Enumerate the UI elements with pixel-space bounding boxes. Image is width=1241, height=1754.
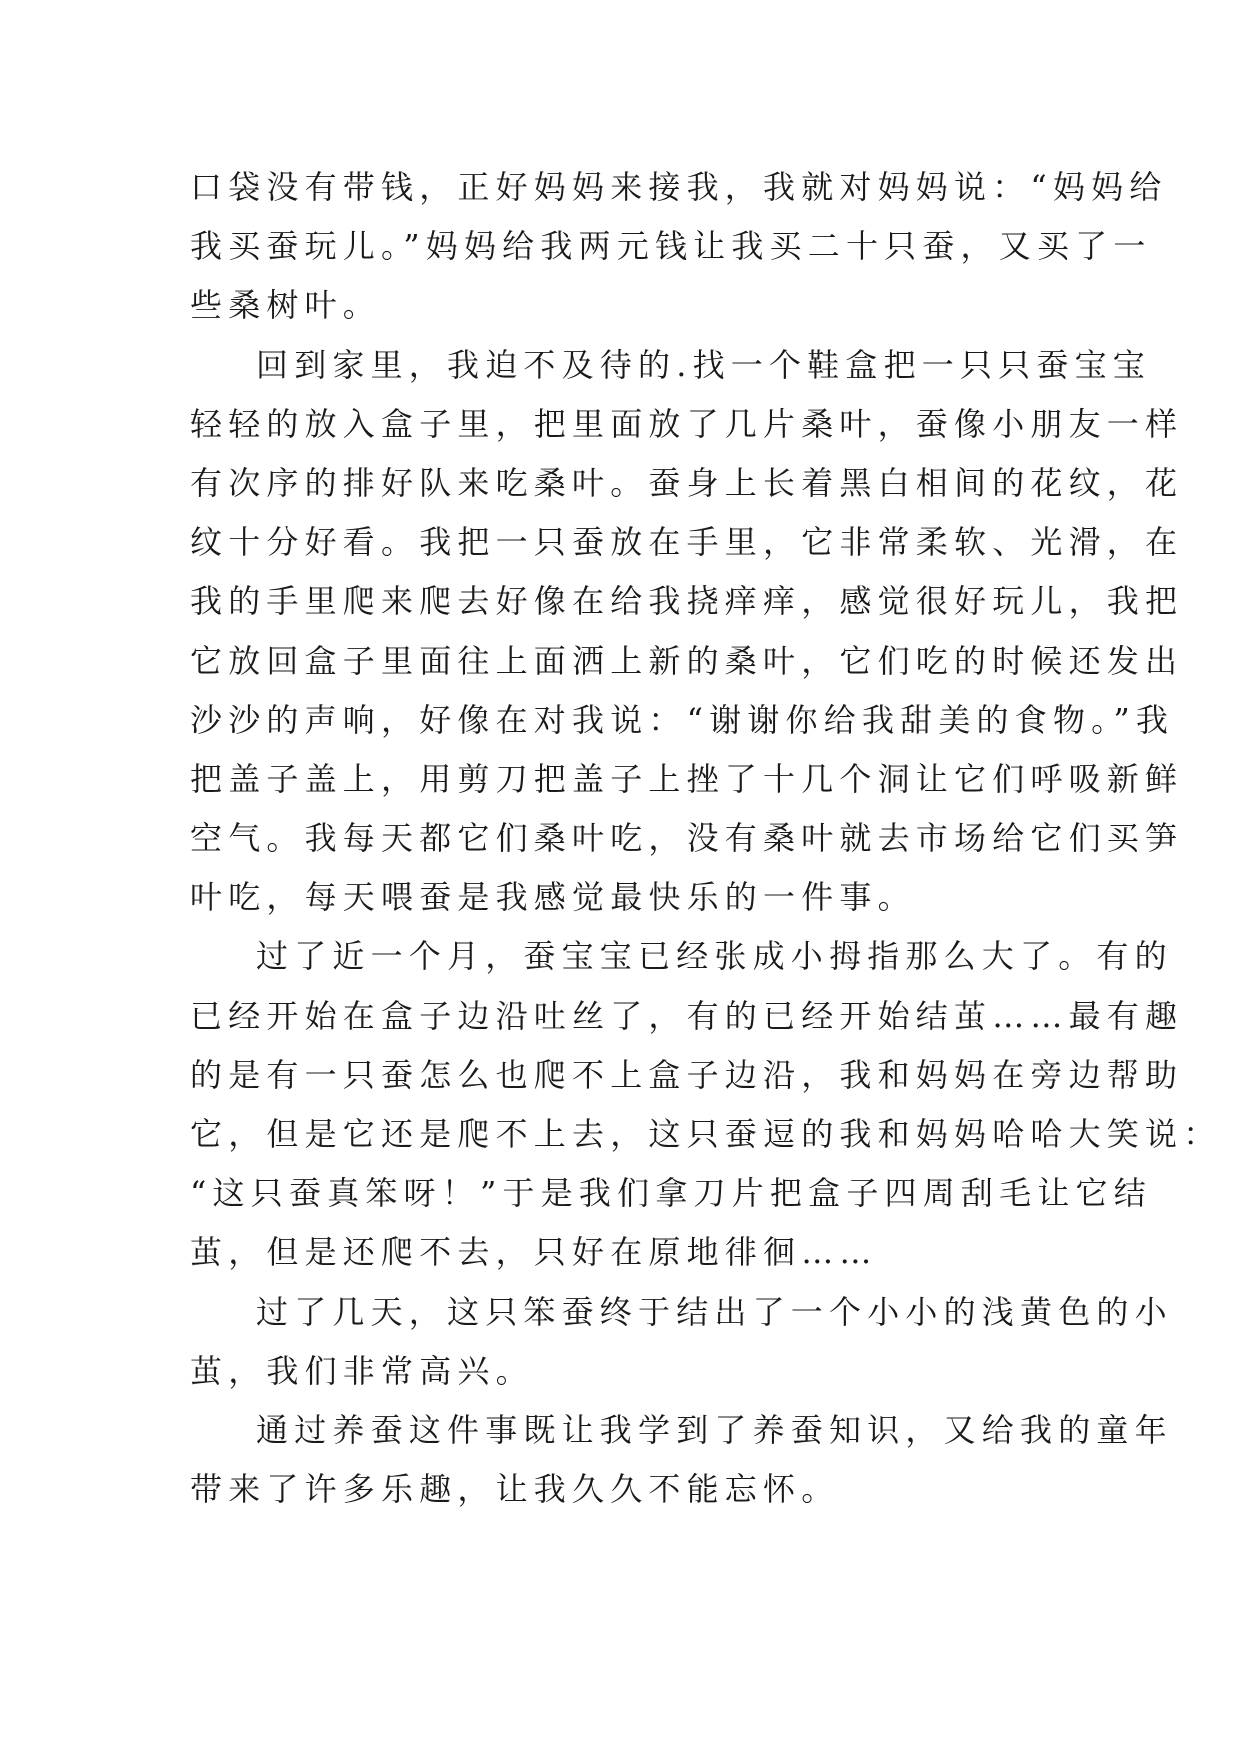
- text-line: 我买蚕玩儿。”妈妈给我两元钱让我买二十只蚕，又买了一: [190, 227, 1152, 266]
- text-line: 茧，我们非常高兴。: [190, 1351, 534, 1390]
- paragraph-start-line: 过了几天，这只笨蚕终于结出了一个小小的浅黄色的小: [256, 1292, 1173, 1331]
- text-line: 带来了许多乐趣，让我久久不能忘怀。: [190, 1470, 840, 1509]
- text-line: 轻轻的放入盒子里，把里面放了几片桑叶，蚕像小朋友一样: [190, 404, 1184, 443]
- essay-text: [190, 158, 1222, 1519]
- text-line: 空气。我每天都它们桑叶吃，没有桑叶就去市场给它们买笋: [190, 819, 1184, 858]
- text-line: 把盖子盖上，用剪刀把盖子上挫了十几个洞让它们呼吸新鲜: [190, 759, 1184, 798]
- text-line: 已经开始在盒子边沿吐丝了，有的已经开始结茧……最有趣: [190, 996, 1184, 1035]
- text-line: 叶吃，每天喂蚕是我感觉最快乐的一件事。: [190, 878, 916, 917]
- text-line: 茧，但是还爬不去，只好在原地徘徊……: [190, 1233, 878, 1272]
- text-line: 有次序的排好队来吃桑叶。蚕身上长着黑白相间的花纹，花: [190, 463, 1184, 502]
- paragraph-start-line: 回到家里，我迫不及待的.找一个鞋盒把一只只蚕宝宝: [256, 345, 1151, 384]
- text-line: 的是有一只蚕怎么也爬不上盒子边沿，我和妈妈在旁边帮助: [190, 1055, 1184, 1094]
- text-line: 沙沙的声响，好像在对我说：“谢谢你给我甜美的食物。”我: [190, 700, 1175, 739]
- text-line: 它，但是它还是爬不上去，这只蚕逗的我和妈妈哈哈大笑说：: [190, 1115, 1222, 1153]
- paragraph-start-line: 通过养蚕这件事既让我学到了养蚕知识，又给我的童年: [256, 1410, 1173, 1449]
- text-line: 我的手里爬来爬去好像在给我挠痒痒，感觉很好玩儿，我把: [190, 582, 1184, 621]
- text-line: 口袋没有带钱，正好妈妈来接我，我就对妈妈说：“妈妈给: [190, 168, 1168, 206]
- text-line: 它放回盒子里面往上面洒上新的桑叶，它们吃的时候还发出: [190, 641, 1184, 680]
- text-line: 些桑树叶。: [190, 286, 382, 325]
- paragraph-start-line: 过了近一个月，蚕宝宝已经张成小拇指那么大了。有的: [256, 937, 1173, 976]
- text-line: “这只蚕真笨呀！”于是我们拿刀片把盒子四周刮毛让它结: [190, 1174, 1152, 1213]
- text-line: 纹十分好看。我把一只蚕放在手里，它非常柔软、光滑，在: [190, 523, 1184, 562]
